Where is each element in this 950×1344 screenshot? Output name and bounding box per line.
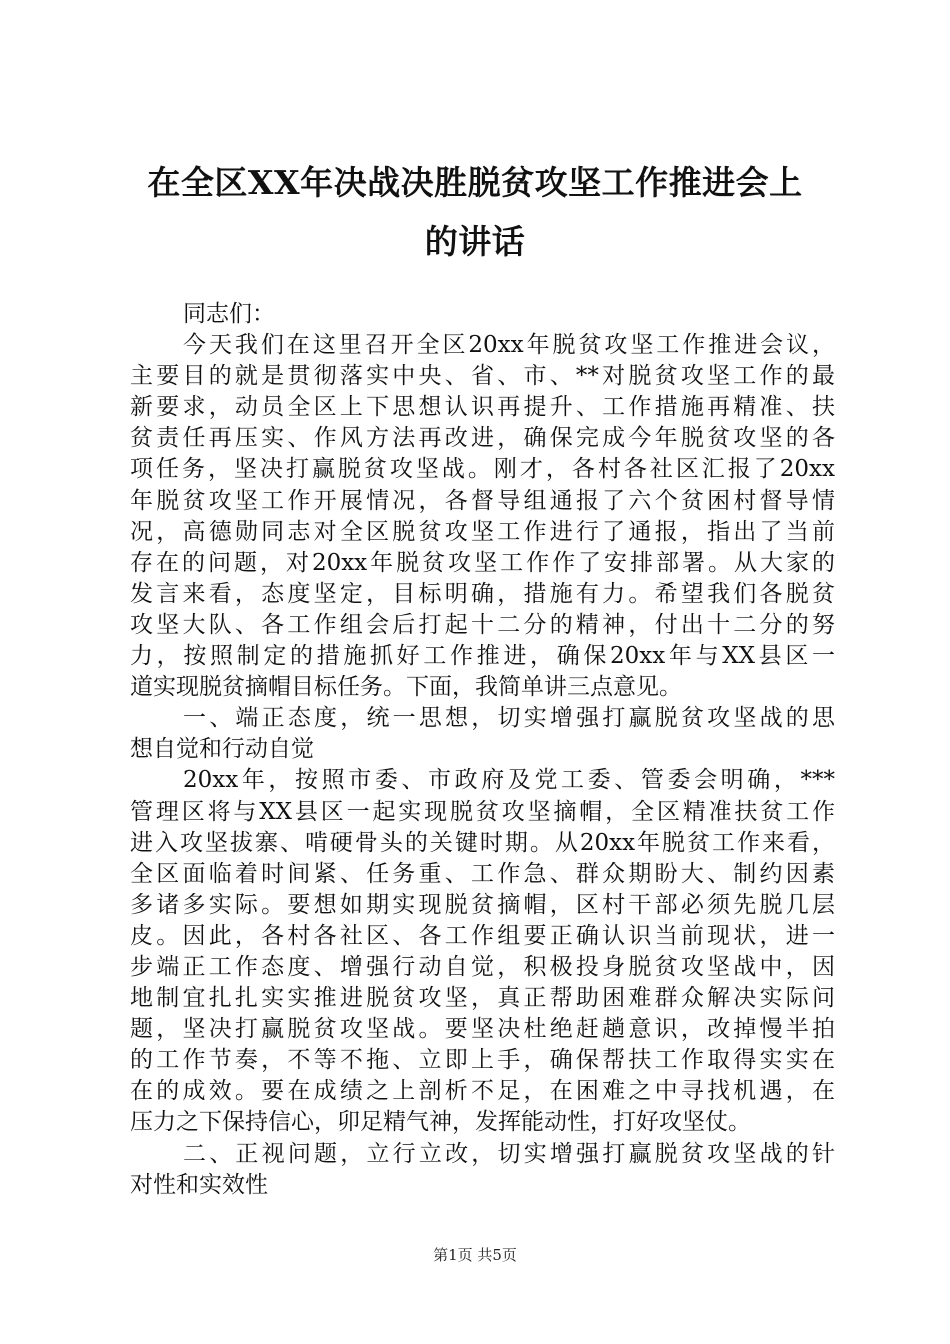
body-line: 在的成效。要在成绩之上剖析不足，在困难之中寻找机遇，在 bbox=[130, 1078, 835, 1105]
section-heading-2: 二、正视问题，立行立改，切实增强打赢脱贫攻坚战的针 bbox=[183, 1140, 835, 1167]
body-line: 今天我们在这里召开全区20xx年脱贫攻坚工作推进会议， bbox=[183, 332, 835, 359]
body-line: 贫责任再压实、作风方法再改进，确保完成今年脱贫攻坚的各 bbox=[130, 425, 835, 452]
body-line: 20xx年，按照市委、市政府及党工委、管委会明确，*** bbox=[183, 767, 835, 794]
body-line: 压力之下保持信心，卯足精气神，发挥能动性，打好攻坚仗。 bbox=[130, 1109, 751, 1136]
document-title-line-1: 在全区XX年决战决胜脱贫攻坚工作推进会上 bbox=[147, 163, 803, 202]
body-line: 主要目的就是贯彻落实中央、省、市、**对脱贫攻坚工作的最 bbox=[130, 363, 835, 390]
body-line: 力，按照制定的措施抓好工作推进，确保20xx年与XX县区一 bbox=[130, 643, 835, 670]
section-heading-1-cont: 想自觉和行动自觉 bbox=[130, 736, 314, 763]
body-line: 况，高德勋同志对全区脱贫攻坚工作进行了通报，指出了当前 bbox=[130, 518, 835, 545]
body-line: 管理区将与XX县区一起实现脱贫攻坚摘帽，全区精准扶贫工作 bbox=[130, 798, 835, 825]
body-line: 年脱贫攻坚工作开展情况，各督导组通报了六个贫困村督导情 bbox=[130, 487, 835, 514]
body-line: 题，坚决打赢脱贫攻坚战。要坚决杜绝赶趟意识，改掉慢半拍 bbox=[130, 1016, 835, 1043]
document-title-line-2: 的讲话 bbox=[424, 222, 526, 261]
salutation: 同志们： bbox=[183, 301, 275, 327]
body-line: 道实现脱贫摘帽目标任务。下面，我简单讲三点意见。 bbox=[130, 674, 682, 701]
body-line: 皮。因此，各村各社区、各工作组要正确认识当前现状，进一 bbox=[130, 922, 835, 949]
body-line: 全区面临着时间紧、任务重、工作急、群众期盼大、制约因素 bbox=[130, 860, 835, 887]
body-line: 新要求，动员全区上下思想认识再提升、工作措施再精准、扶 bbox=[130, 394, 835, 421]
body-line: 的工作节奏，不等不拖、立即上手，确保帮扶工作取得实实在 bbox=[130, 1047, 835, 1074]
section-heading-1: 一、端正态度，统一思想，切实增强打赢脱贫攻坚战的思 bbox=[183, 705, 835, 732]
page-number-footer: 第1页 共5页 bbox=[433, 1246, 517, 1264]
body-line: 发言来看，态度坚定，目标明确，措施有力。希望我们各脱贫 bbox=[130, 580, 835, 607]
section-heading-2-cont: 对性和实效性 bbox=[130, 1171, 268, 1198]
document-body bbox=[130, 299, 835, 1201]
body-line: 多诸多实际。要想如期实现脱贫摘帽，区村干部必须先脱几层 bbox=[130, 891, 835, 918]
body-line: 攻坚大队、各工作组会后打起十二分的精神，付出十二分的努 bbox=[130, 611, 835, 638]
body-line: 地制宜扎扎实实推进脱贫攻坚，真正帮助困难群众解决实际问 bbox=[130, 985, 835, 1012]
body-line: 步端正工作态度、增强行动自觉，积极投身脱贫攻坚战中，因 bbox=[130, 953, 835, 980]
body-line: 项任务，坚决打赢脱贫攻坚战。刚才，各村各社区汇报了20xx bbox=[130, 456, 835, 483]
body-line: 进入攻坚拔寨、啃硬骨头的关键时期。从20xx年脱贫工作来看， bbox=[130, 829, 835, 856]
body-line: 存在的问题，对20xx年脱贫攻坚工作作了安排部署。从大家的 bbox=[130, 549, 835, 576]
